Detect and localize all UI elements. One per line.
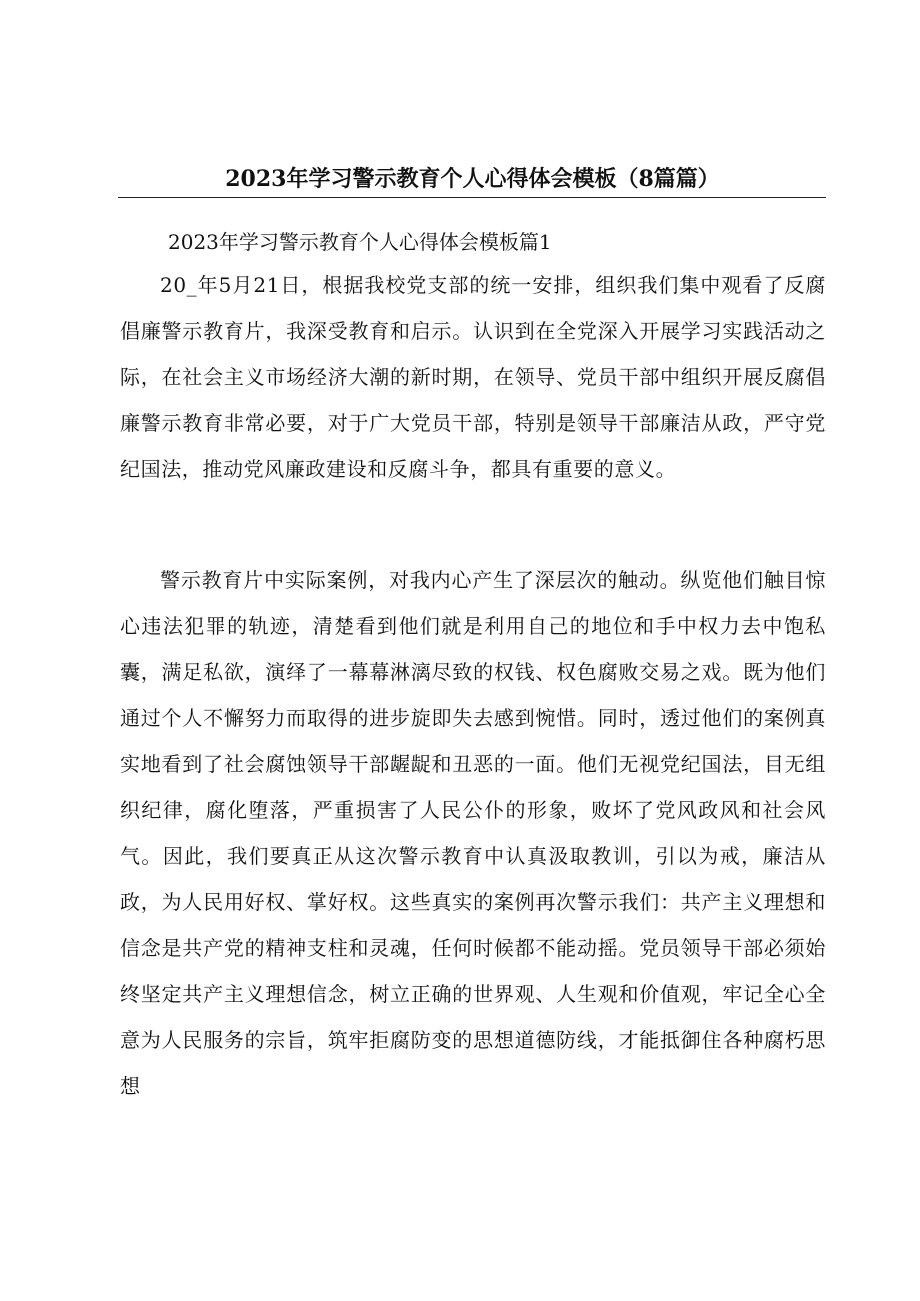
title-underline xyxy=(118,197,826,198)
document-title: 2023年学习警示教育个人心得体会模板（8篇篇） xyxy=(225,166,720,192)
body-paragraph-2: 警示教育片中实际案例，对我内心产生了深层次的触动。纵览他们触目惊心违法犯罪的轨迹，清楚看到他们就是利用自己的地位和手中权力去中饱私囊，满足私欲，演绎了一幕幕淋漓尽致的权钱、权色腐败交易之戏。既为他们通过个人不懈努力而取得的进步旋即失去感到惋惜。同时，透过他们的案例真实地看到了社会腐蚀领导干部龌龊和丑恶的一面。他们无视党纪国法，目无组织纪律，腐化堕落，严重损害了人民公仆的形象，败坏了党风政风和社会风气。因此，我们要真正从这次警示教育中认真汲取教训，引以为戒，廉洁从政，为人民用好权、掌好权。这些真实的案例再次警示我们：共产主义理想和信念是共产党的精神支柱和灵魂，任何时候都不能动摇。党员领导干部必须始终坚定共产主义理想信念，树立正确的世界观、人生观和价值观，牢记全心全意为人民服务的宗旨，筑牢拒腐防变的思想道德防线，才能抵御住各种腐朽思想 xyxy=(120,568,826,1098)
body-paragraph-1: 20_年5月21日，根据我校党支部的统一安排，组织我们集中观看了反腐倡廉警示教育片，我深受教育和启示。认识到在全党深入开展学习实践活动之际，在社会主义市场经济大潮的新时期，在领导、党员干部中组织开展反腐倡廉警示教育非常必要，对于广大党员干部，特别是领导干部廉洁从政，严守党纪国法，推动党风廉政建设和反腐斗争，都具有重要的意义。 xyxy=(120,273,826,481)
section-heading: 2023年学习警示教育个人心得体会模板篇1 xyxy=(168,230,552,254)
